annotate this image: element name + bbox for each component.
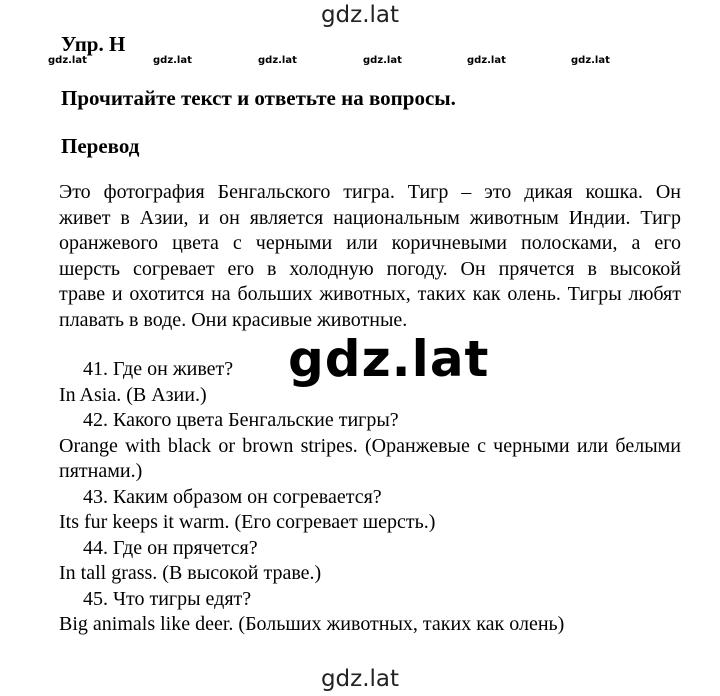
watermark-bottom: gdz.lat bbox=[320, 666, 400, 692]
small-watermark: gdz.lat bbox=[571, 55, 610, 66]
small-watermark: gdz.lat bbox=[258, 55, 297, 66]
small-watermark: gdz.lat bbox=[363, 55, 402, 66]
question-answer-list bbox=[59, 357, 681, 638]
question: 42. Какого цвета Бенгальские тигры? bbox=[83, 409, 399, 431]
watermark-center: gdz.lat bbox=[288, 330, 490, 388]
watermark-top: gdz.lat bbox=[320, 2, 400, 28]
answer: In tall grass. (В высокой траве.) bbox=[59, 562, 322, 584]
instruction-heading: Прочитайте текст и ответьте на вопросы. bbox=[61, 86, 456, 110]
paragraph-line: живет в Азии, и он является национальным животным Индии. Тигр bbox=[59, 206, 681, 229]
question: 44. Где он прячется? bbox=[83, 536, 258, 559]
question: 45. Что тигры едят? bbox=[83, 587, 252, 610]
translation-paragraph bbox=[59, 180, 681, 333]
question: 43. Каким образом он согревается? bbox=[83, 485, 382, 508]
small-watermark: gdz.lat bbox=[153, 55, 192, 66]
answer: Big animals like deer. (Больших животных, таких как олень) bbox=[59, 613, 565, 635]
exercise-title: Упр. H bbox=[61, 32, 126, 56]
small-watermark: gdz.lat bbox=[48, 55, 87, 66]
paragraph-line: траве и охотится на больших животных, таких как олень. Тигры любят bbox=[59, 283, 681, 305]
paragraph-line: Это фотография Бенгальского тигра. Тигр – это дикая кошка. Он bbox=[59, 181, 681, 203]
answer: Orange with black or brown stripes. (Оранжевые с черными или белыми пятнами.) bbox=[59, 434, 681, 482]
paragraph-line: оранжевого цвета с черными или коричневыми полосками, а его bbox=[59, 232, 681, 254]
answer: In Asia. (В Азии.) bbox=[59, 383, 207, 406]
paragraph-line: шерсть согревает его в холодную погоду. Он прячется в высокой bbox=[59, 257, 681, 280]
small-watermark-row bbox=[0, 55, 720, 69]
question: 41. Где он живет? bbox=[83, 358, 234, 380]
paragraph-line: плавать в воде. Они красивые животные. bbox=[59, 308, 408, 331]
answer: Its fur keeps it warm. (Его согревает шерсть.) bbox=[59, 511, 436, 533]
translation-heading: Перевод bbox=[61, 134, 140, 158]
small-watermark: gdz.lat bbox=[467, 55, 506, 66]
